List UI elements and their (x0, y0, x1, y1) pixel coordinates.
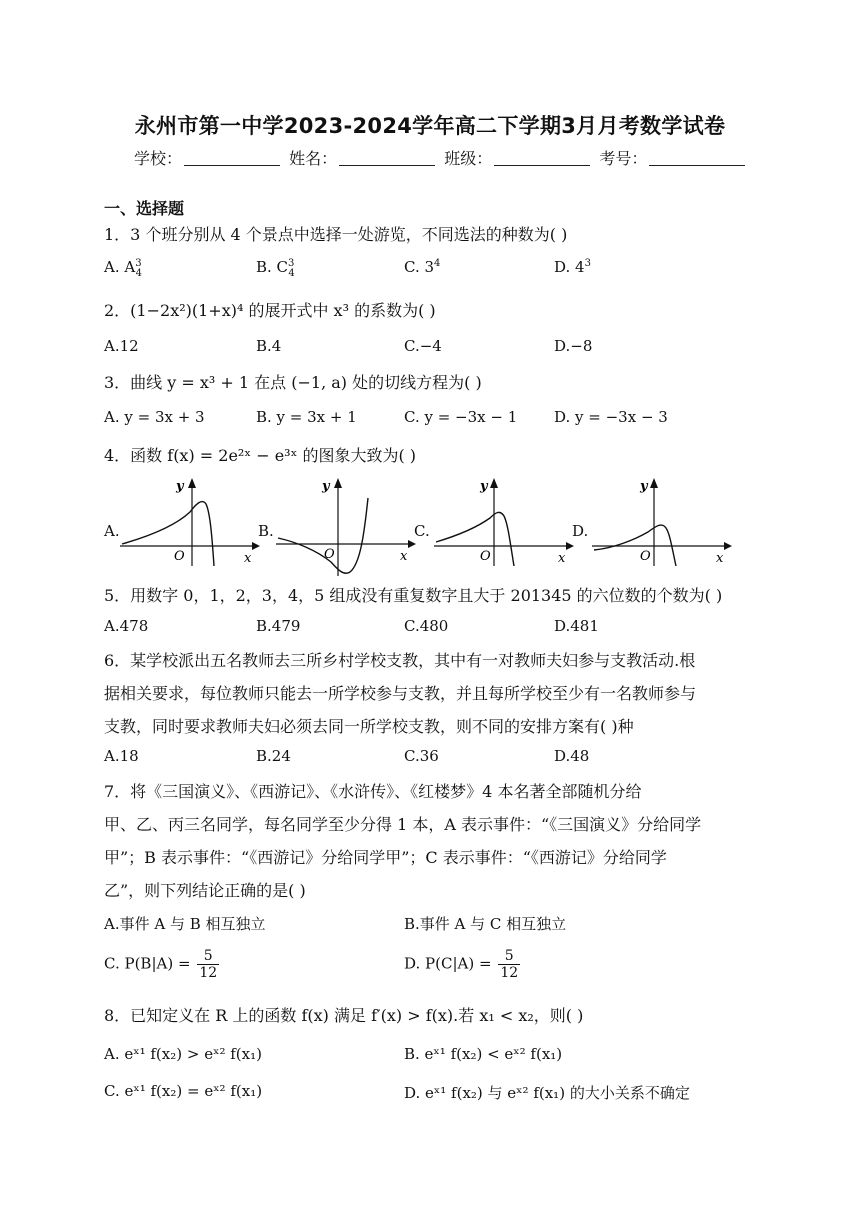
curve (278, 498, 368, 573)
question-6-option-a: A.18 (104, 747, 139, 765)
question-4-stem: 4．函数 f(x) = 2e²ˣ − e³ˣ 的图象大致为( ) (104, 446, 417, 465)
question-1-option-d (554, 258, 591, 276)
option-b-sub: 4 (288, 268, 295, 279)
question-7-option-c (104, 948, 219, 981)
fraction-denominator: 12 (199, 965, 218, 981)
question-6-option-b: B.24 (256, 747, 291, 765)
student-info-row (134, 146, 749, 169)
question-1-option-a (104, 258, 142, 279)
question-8-option-b: B. eˣ¹ f(x₂) < eˣ² f(x₁) (404, 1045, 563, 1063)
x-label: x (400, 549, 408, 564)
y-arrow-icon (188, 478, 196, 488)
option-a-sup: 3 (135, 258, 142, 269)
option-b-sup: 3 (288, 258, 295, 269)
question-1-option-c (404, 258, 440, 276)
fraction-numerator: 5 (197, 948, 219, 965)
question-4-option-c: C. (414, 522, 430, 540)
question-3-option-c: C. y = −3x − 1 (404, 408, 518, 426)
question-7-line-4: 乙”，则下列结论正确的是( ) (104, 881, 306, 900)
question-8-option-d: D. eˣ¹ f(x₂) 与 eˣ² f(x₁) 的大小关系不确定 (404, 1084, 690, 1102)
origin-label: O (174, 549, 185, 564)
question-1-stem: 1．3 个班分别从 4 个景点中选择一处游览，不同选法的种数为( ) (104, 225, 568, 244)
question-7-option-d (404, 948, 520, 981)
class-blank (494, 151, 590, 166)
question-6-option-d: D.48 (554, 747, 590, 765)
y-label: y (322, 479, 330, 494)
question-7-line-1: 7．将《三国演义》、《西游记》、《水浒传》、《红楼梦》4 本名著全部随机分给 (104, 782, 642, 801)
question-3-option-b: B. y = 3x + 1 (256, 408, 357, 426)
section-heading: 一、选择题 (104, 199, 185, 218)
question-5-option-a: A.478 (104, 617, 149, 635)
question-5-stem: 5．用数字 0，1，2，3，4，5 组成没有重复数字且大于 201345 的六位数的个数为( ) (104, 586, 723, 605)
question-7-option-a: A.事件 A 与 B 相互独立 (104, 915, 266, 933)
x-arrow-icon (408, 540, 416, 548)
option-d-text: D. 4 (554, 258, 585, 276)
origin-label: O (324, 547, 335, 562)
question-7-line-3: 甲”；B 表示事件：“《西游记》分给同学甲”；C 表示事件：“《西游记》分给同学 (104, 848, 667, 867)
question-2-stem: 2．(1−2x²)(1+x)⁴ 的展开式中 x³ 的系数为( ) (104, 301, 436, 320)
question-2-option-d: D.−8 (554, 337, 593, 355)
question-4-option-d: D. (572, 522, 589, 540)
y-label: y (176, 479, 184, 494)
origin-label: O (480, 549, 491, 564)
fraction (498, 948, 520, 981)
x-label: x (244, 551, 252, 566)
question-7-option-b: B.事件 A 与 C 相互独立 (404, 915, 567, 933)
question-2-option-c: C.−4 (404, 337, 442, 355)
option-d-text: D. P(C|A) = (404, 954, 492, 973)
curve (122, 502, 214, 566)
question-8-stem: 8．已知定义在 R 上的函数 f(x) 满足 f′(x) > f(x).若 x₁ < x₂，则( ) (104, 1006, 584, 1025)
y-label: y (480, 479, 488, 494)
school-label: 学校： (134, 149, 183, 168)
fraction (197, 948, 219, 981)
question-6-line-2: 据相关要求，每位教师只能去一所学校参与支教，并且每所学校至少有一名教师参与 (104, 684, 697, 703)
origin-label: O (640, 549, 651, 564)
graph-a (120, 476, 260, 566)
y-arrow-icon (650, 478, 658, 488)
question-3-stem: 3．曲线 y = x³ + 1 在点 (−1, a) 处的切线方程为( ) (104, 373, 482, 392)
question-8-option-c: C. eˣ¹ f(x₂) = eˣ² f(x₁) (104, 1082, 263, 1100)
number-blank (649, 151, 745, 166)
question-8-option-a: A. eˣ¹ f(x₂) > eˣ² f(x₁) (104, 1045, 262, 1063)
graph-b (276, 476, 416, 581)
question-2-option-a: A.12 (104, 337, 139, 355)
school-blank (184, 151, 280, 166)
question-3-option-a: A. y = 3x + 3 (104, 408, 205, 426)
y-label: y (640, 479, 648, 494)
question-4-option-a: A. (104, 522, 120, 540)
number-label: 考号： (599, 149, 648, 168)
question-4-option-b: B. (258, 522, 274, 540)
x-label: x (558, 551, 566, 566)
x-arrow-icon (724, 542, 732, 550)
question-6-option-c: C.36 (404, 747, 439, 765)
x-arrow-icon (566, 542, 574, 550)
name-label: 姓名： (289, 149, 338, 168)
graph-d (592, 476, 732, 566)
x-label: x (716, 551, 724, 566)
y-arrow-icon (490, 478, 498, 488)
question-5-option-b: B.479 (256, 617, 301, 635)
fraction-numerator: 5 (498, 948, 520, 965)
question-3-option-d: D. y = −3x − 3 (554, 408, 668, 426)
exam-title: 永州市第一中学2023-2024学年高二下学期3月月考数学试卷 (134, 114, 726, 138)
option-c-text: C. P(B|A) = (104, 954, 191, 973)
graph-c (434, 476, 574, 566)
y-arrow-icon (334, 478, 342, 488)
option-c-text: C. 3 (404, 258, 435, 276)
question-1-option-b (256, 258, 295, 279)
question-5-option-c: C.480 (404, 617, 449, 635)
option-b-text: B. C (256, 258, 289, 276)
question-7-line-2: 甲、乙、丙三名同学，每名同学至少分得 1 本，A 表示事件：“《三国演义》分给同学 (104, 815, 702, 834)
question-5-option-d: D.481 (554, 617, 599, 635)
option-d-sup: 3 (584, 258, 591, 269)
curve (436, 512, 514, 566)
option-a-text: A. A (104, 258, 136, 276)
fraction-denominator: 12 (500, 965, 519, 981)
class-label: 班级： (444, 149, 493, 168)
name-blank (339, 151, 435, 166)
option-a-sub: 4 (135, 268, 142, 279)
question-6-line-1: 6．某学校派出五名教师去三所乡村学校支教，其中有一对教师夫妇参与支教活动.根 (104, 651, 696, 670)
x-arrow-icon (252, 542, 260, 550)
question-6-line-3: 支教，同时要求教师夫妇必须去同一所学校支教，则不同的安排方案有( )种 (104, 717, 634, 736)
question-2-option-b: B.4 (256, 337, 282, 355)
option-c-sup: 4 (434, 258, 441, 269)
